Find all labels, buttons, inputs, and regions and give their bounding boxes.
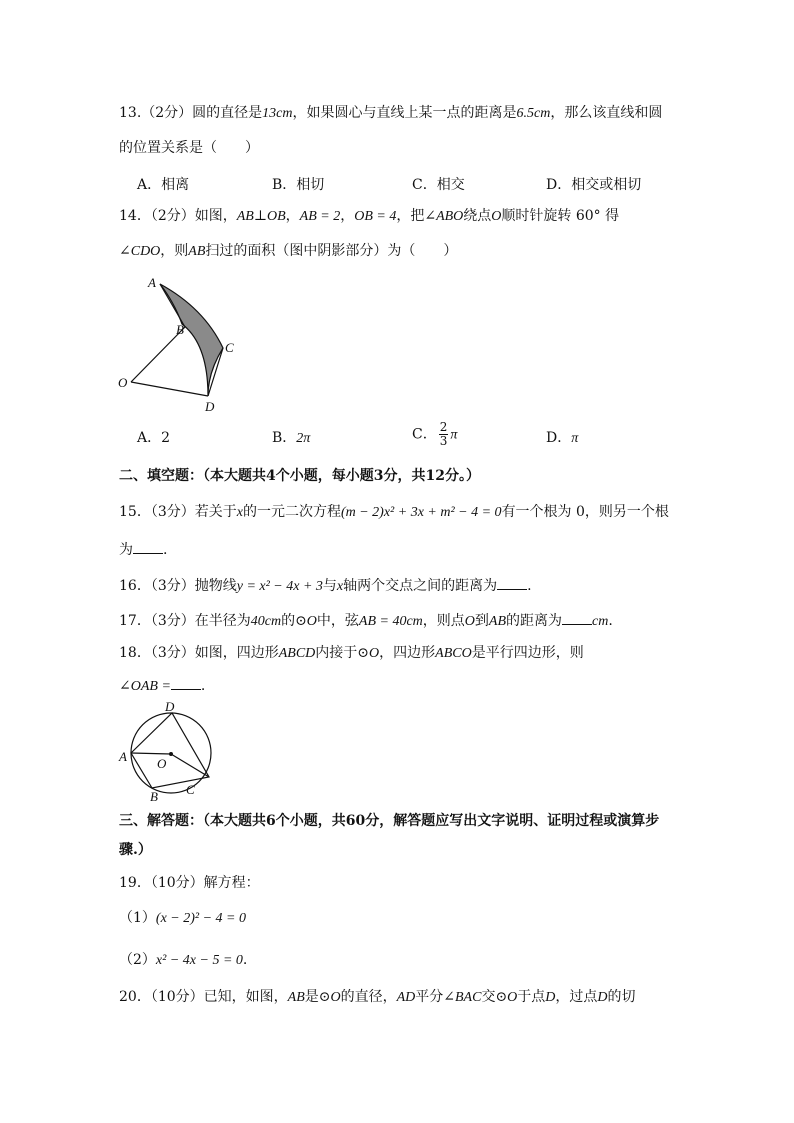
q15-line1: 15．（3分）若关于x的一元二次方程(m − 2)x² + 3x + m² − 4 = 0有一个根为 0，则另一个根 (119, 504, 669, 520)
q18-line1: 18．（3分）如图，四边形ABCD内接于⊙O，四边形ABCO是平行四边形，则 (119, 645, 584, 661)
q14-label-b: B (176, 322, 184, 337)
q13-line1: 13.（2分）圆的直径是13cm，如果圆心与直线上某一点的距离是6.5cm，那么该直线和圆 (119, 105, 663, 121)
q14-label-d: D (205, 399, 215, 414)
q13-option-d: D．相交或相切 (546, 177, 642, 193)
answer-blank (171, 677, 201, 690)
q14-line1: 14．（2分）如图，AB⊥OB，AB = 2，OB = 4，把∠ABO绕点O顺时针旋转 60° 得 (119, 208, 620, 224)
q18-label-o: O (157, 756, 167, 771)
q13-option-a: A．相离 (137, 177, 190, 193)
q19-sub2: （2）x² − 4x − 5 = 0. (119, 952, 248, 968)
q14-option-c: C． $\frac{2}{3}$ π (412, 420, 458, 448)
q14-label-c: C (225, 340, 234, 355)
q13-option-c: C．相交 (412, 177, 465, 193)
q20-line: 20．（10分）已知，如图，AB是⊙O的直径，AD平分∠BAC交⊙O于点D，过点D的切 (119, 989, 636, 1005)
answer-blank (562, 612, 592, 625)
q17-line: 17．（3分）在半径为40cm的⊙O中，弦AB = 40cm，则点O到AB的距离为 cm. (119, 613, 613, 629)
q18-label-b: B (150, 789, 158, 804)
q19-line: 19．（10分）解方程： (119, 875, 260, 891)
section3-heading-line1: 三、解答题：（本大题共6个小题，共60分，解答题应写出文字说明、证明过程或演算步 (119, 813, 660, 829)
q14-option-a: A．2 (137, 430, 171, 446)
q16-line: 16．（3分）抛物线y = x² − 4x + 3与x轴两个交点之间的距离为 . (119, 578, 532, 594)
section3-heading-line2: 骤.） (119, 842, 152, 858)
q14-line2: ∠CDO，则AB扫过的面积（图中阴影部分）为（ ） (119, 243, 458, 259)
q14-option-b: B．2π (272, 430, 311, 446)
q18-label-c: C (186, 782, 195, 797)
q14-option-d: D．π (546, 430, 579, 446)
q18-figure (116, 698, 222, 804)
q13-option-b: B．相切 (272, 177, 325, 193)
q18-label-a: A (119, 749, 127, 764)
q18-label-d: D (165, 699, 175, 714)
q14-figure (112, 272, 252, 416)
answer-blank (133, 541, 163, 554)
q14-label-o: O (118, 375, 128, 390)
q18-segment-oc (171, 754, 209, 777)
q19-sub1: （1）(x − 2)² − 4 = 0 (119, 910, 246, 926)
q18-center-point (169, 752, 173, 756)
answer-blank (497, 577, 527, 590)
q13-line2: 的位置关系是（ ） (119, 140, 259, 156)
q14-label-a: A (148, 275, 156, 290)
q14-segment-od (131, 382, 208, 396)
q18-line2: ∠OAB = . (119, 678, 206, 694)
section2-heading: 二、填空题：（本大题共4个小题，每小题3分，共12分。） (119, 468, 480, 484)
q18-segment-ao (131, 753, 171, 754)
fraction-two-thirds: $\frac{2}{3}$ (439, 420, 448, 448)
q15-line2: 为 . (119, 542, 168, 558)
